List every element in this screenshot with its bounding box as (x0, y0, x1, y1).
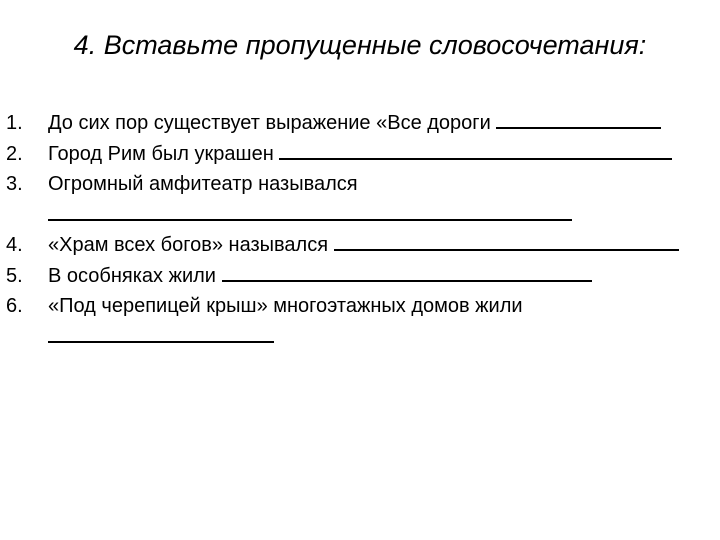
list-item (6, 261, 714, 292)
item-line (48, 230, 714, 261)
answer-blank[interactable] (48, 201, 572, 221)
answer-blank[interactable] (48, 323, 274, 343)
item-number: 2. (6, 142, 23, 165)
item-text: «Храм всех богов» назывался (48, 234, 334, 256)
item-text: «Под черепицей крыш» многоэтажных домов жили (48, 295, 523, 317)
item-text: До сих пор существует выражение «Все дороги (48, 112, 497, 134)
item-line (48, 322, 714, 353)
answer-blank[interactable] (222, 262, 592, 282)
item-text: Город Рим был украшен (48, 142, 280, 165)
item-number: 1. (6, 112, 23, 134)
slide-title: 4. Вставьте пропущенные словосочетания: (73, 30, 647, 60)
list-item (6, 139, 714, 170)
item-text: В особняках жили (48, 264, 222, 287)
item-line (48, 139, 714, 170)
answer-blank[interactable] (496, 109, 661, 129)
list-item (6, 291, 714, 352)
item-line (48, 291, 714, 322)
exercise-list (6, 108, 714, 352)
item-number: 3. (6, 173, 23, 195)
answer-blank[interactable] (279, 140, 672, 160)
item-line (48, 200, 714, 231)
item-number: 4. (6, 234, 23, 256)
list-item (6, 230, 714, 261)
item-line (48, 169, 714, 200)
item-line (48, 261, 714, 292)
list-item (6, 108, 714, 139)
item-text: Огромный амфитеатр назывался (48, 173, 358, 195)
answer-blank[interactable] (334, 231, 679, 251)
list-item (6, 169, 714, 230)
item-line (48, 108, 714, 139)
item-number: 5. (6, 264, 23, 287)
item-number: 6. (6, 295, 23, 317)
